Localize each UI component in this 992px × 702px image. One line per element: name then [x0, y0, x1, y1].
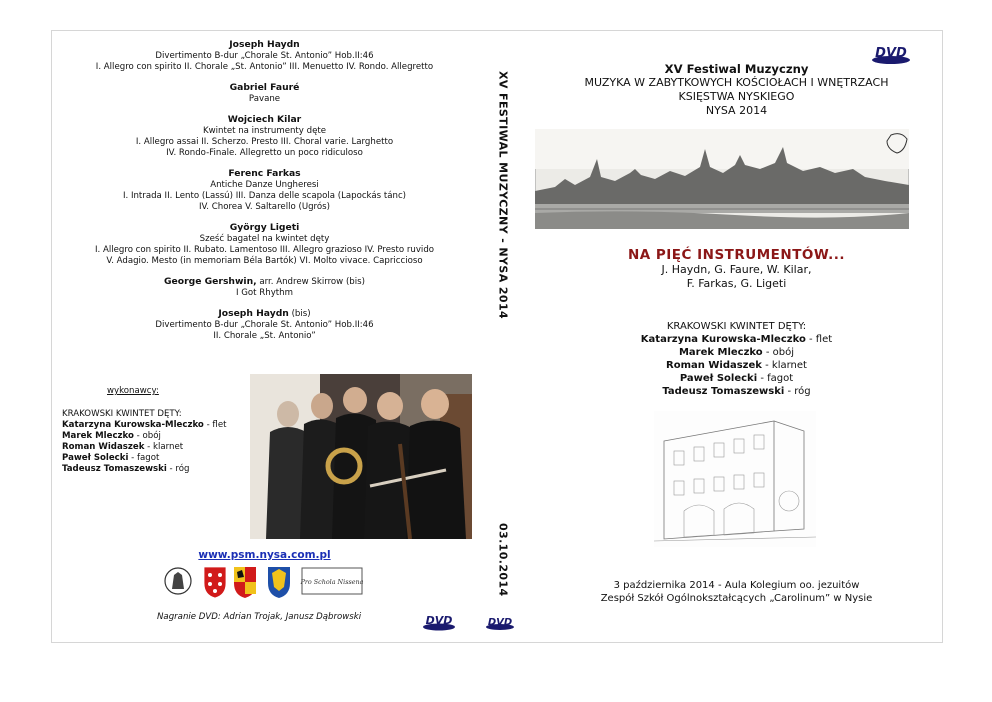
event-details	[529, 579, 944, 605]
composer-line	[52, 39, 477, 51]
festival-header	[529, 62, 944, 118]
member-row	[62, 442, 257, 453]
member-name: Marek Mleczko	[62, 431, 134, 441]
festival-name: XV Festiwal Muzyczny	[664, 62, 809, 76]
website-link[interactable]: www.psm.nysa.com.pl	[198, 549, 331, 561]
ensemble-photo	[250, 374, 472, 539]
member-name: Katarzyna Kurowska-Mleczko	[62, 420, 204, 430]
member-row	[529, 333, 944, 346]
member-instrument: - fagot	[757, 373, 794, 384]
svg-text:DVD: DVD	[487, 617, 513, 628]
member-instrument: - fagot	[128, 453, 160, 463]
piece-line: V. Adagio. Mesto (in memoriam Béla Bartók) VI. Molto vivace. Capriccioso	[106, 256, 423, 266]
member-row	[62, 431, 257, 442]
composer-line	[52, 82, 477, 94]
member-name: Paweł Solecki	[679, 373, 758, 384]
region-crest-icon	[234, 567, 256, 598]
member-name: Marek Mleczko	[678, 347, 763, 358]
program-piece	[52, 82, 477, 105]
composers-line-2: F. Farkas, G. Ligeti	[686, 277, 787, 290]
school-name: Zespół Szkół Ogólnokształcących „Carolinum” w Nysie	[600, 593, 873, 604]
composer-name: Gabriel Fauré	[229, 82, 300, 93]
member-row	[529, 385, 944, 398]
composer-line	[52, 114, 477, 126]
school-emblem-icon	[165, 568, 191, 594]
member-instrument: - klarnet	[761, 360, 807, 371]
ensemble-name: KRAKOWSKI KWINTET DĘTY:	[62, 409, 182, 419]
member-name: Tadeusz Tomaszewski	[662, 386, 785, 397]
date-venue: 3 października 2014 - Aula Kolegium oo. jezuitów	[613, 580, 860, 591]
piece-line: Antiche Danze Ungheresi	[210, 180, 319, 190]
dvd-logo-icon	[422, 613, 456, 635]
piece-line: IV. Chorea V. Saltarello (Ugrós)	[198, 202, 330, 212]
front-member-list	[529, 333, 944, 398]
program-piece	[52, 39, 477, 73]
piece-line: Sześć bagatel na kwintet dęty	[199, 234, 330, 244]
member-instrument: - flet	[805, 334, 833, 345]
dvd-cover	[51, 30, 943, 643]
member-instrument: - obój	[762, 347, 795, 358]
piece-line: IV. Rondo-Finale. Allegretto un poco ridiculoso	[166, 148, 363, 158]
voivodeship-crest-icon	[268, 567, 290, 598]
composer-suffix: (bis)	[288, 309, 311, 319]
member-row	[529, 372, 944, 385]
member-list	[62, 420, 257, 475]
sponsor-logos	[162, 563, 392, 599]
svg-text:Pro Schola Nissena: Pro Schola Nissena	[300, 578, 364, 586]
composer-line	[52, 276, 477, 288]
member-instrument: - obój	[133, 431, 161, 441]
front-ensemble-name: KRAKOWSKI KWINTET DĘTY:	[666, 321, 807, 332]
member-name: Paweł Solecki	[62, 453, 129, 463]
city-crest-icon	[204, 567, 226, 598]
member-name: Katarzyna Kurowska-Mleczko	[640, 334, 806, 345]
member-row	[529, 359, 944, 372]
festival-subtitle-3: NYSA 2014	[705, 104, 768, 117]
svg-text:DVD: DVD	[875, 46, 907, 61]
composer-name: Ferenc Farkas	[228, 168, 301, 179]
program-piece	[52, 308, 477, 342]
recording-credit: Nagranie DVD: Adrian Trojak, Janusz Dąbrowski	[157, 612, 362, 622]
festival-subtitle-2: KSIĘSTWA NYSKIEGO	[678, 90, 795, 103]
spine-date: 03.10.2014	[496, 523, 510, 597]
spine-title: XV FESTIWAL MUZYCZNY - NYSA 2014	[496, 71, 510, 320]
member-row	[62, 464, 257, 475]
piece-line: I. Allegro con spirito II. Chorale „St. Antonio” III. Menuetto IV. Rondo. Allegretto	[95, 62, 434, 72]
composer-name: György Ligeti	[229, 222, 300, 233]
back-cover	[52, 31, 477, 642]
composer-line	[52, 168, 477, 180]
pro-schola-logo	[300, 568, 364, 594]
composer-name: Joseph Haydn	[218, 308, 289, 319]
city-panorama-engraving	[535, 129, 909, 229]
svg-text:DVD: DVD	[425, 614, 453, 627]
program-list	[52, 39, 477, 351]
piece-line: Divertimento B-dur „Chorale St. Antonio” Hob.II:46	[155, 320, 374, 330]
performers-heading: wykonawcy:	[107, 386, 159, 396]
composer-line	[52, 222, 477, 234]
member-row	[62, 420, 257, 431]
piece-line: Kwintet na instrumenty dęte	[202, 126, 327, 136]
piece-line: I. Allegro con spirito II. Rubato. Lamentoso III. Allegro grazioso IV. Presto ruvido	[94, 245, 435, 255]
composers-line-1: J. Haydn, G. Faure, W. Kilar,	[661, 263, 812, 276]
spine	[477, 31, 529, 642]
college-building-sketch	[654, 411, 816, 547]
member-instrument: - róg	[784, 386, 811, 397]
front-performers	[529, 320, 944, 398]
member-name: Tadeusz Tomaszewski	[62, 464, 167, 474]
concert-title: NA PIĘĆ INSTRUMENTÓW...	[627, 247, 846, 263]
piece-line: II. Chorale „St. Antonio”	[213, 331, 316, 341]
member-row	[62, 453, 257, 464]
composer-suffix: arr. Andrew Skirrow (bis)	[256, 277, 365, 287]
member-name: Roman Widaszek	[666, 360, 762, 371]
member-instrument: - flet	[203, 420, 227, 430]
piece-line: Divertimento B-dur „Chorale St. Antonio” Hob.II:46	[155, 51, 374, 61]
program-piece	[52, 114, 477, 159]
piece-line: I Got Rhythm	[236, 288, 293, 298]
composer-name: Joseph Haydn	[229, 39, 300, 50]
piece-line: I. Allegro assai II. Scherzo. Presto III. Choral varie. Larghetto	[135, 137, 394, 147]
member-row	[529, 346, 944, 359]
spine-dvd-logo-icon	[485, 615, 515, 635]
program-piece	[52, 168, 477, 213]
piece-line: I. Intrada II. Lento (Lassú) III. Danza delle scapola (Lapockás tánc)	[122, 191, 407, 201]
composer-line	[52, 308, 477, 320]
festival-subtitle-1: MUZYKA W ZABYTKOWYCH KOŚCIOŁACH I WNĘTRZACH	[584, 76, 889, 89]
performers-block	[62, 386, 257, 475]
program-piece	[52, 222, 477, 267]
composer-name: Wojciech Kilar	[227, 114, 302, 125]
composer-name: George Gershwin,	[164, 276, 257, 287]
member-instrument: - róg	[166, 464, 190, 474]
program-piece	[52, 276, 477, 299]
member-instrument: - klarnet	[144, 442, 184, 452]
concert-title-block	[529, 247, 944, 291]
piece-line: Pavane	[248, 94, 281, 104]
front-cover	[529, 31, 944, 642]
member-name: Roman Widaszek	[62, 442, 145, 452]
